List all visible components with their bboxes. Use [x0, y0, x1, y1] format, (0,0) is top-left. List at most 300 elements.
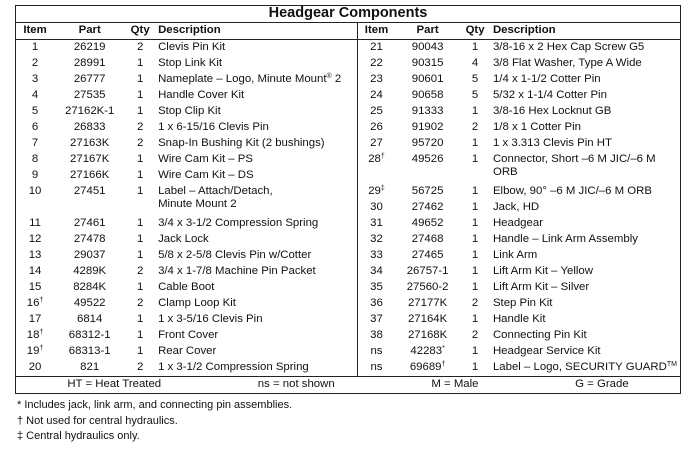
quantity-cell — [460, 280, 490, 296]
item-number-cell — [357, 136, 395, 152]
cell-text: 90315 — [411, 57, 444, 69]
cell-text: 1 — [471, 217, 479, 229]
quantity-cell — [125, 360, 155, 377]
quantity-cell — [460, 344, 490, 360]
cell-text: 5/32 x 1-1/4 Cotter Pin — [492, 89, 607, 101]
cell-text: 27167K — [70, 153, 110, 165]
description-cell — [490, 56, 681, 72]
headgear-components-table — [15, 5, 681, 394]
cell-text: 3/8 Flat Washer, Type A Wide — [492, 57, 642, 69]
cell-text: 23 — [370, 73, 383, 85]
cell-text: 26 — [370, 121, 383, 133]
description-cell — [490, 40, 681, 57]
cell-text: 37 — [370, 313, 383, 325]
part-number-cell — [395, 312, 460, 328]
cell-text: 14 — [28, 265, 42, 277]
part-number-cell — [54, 264, 125, 280]
part-number-cell — [395, 120, 460, 136]
quantity-cell — [125, 216, 155, 232]
cell-text: 34 — [370, 265, 383, 277]
description-cell — [155, 328, 357, 344]
footnote: * Includes jack, link arm, and connecting pin assemblies. — [17, 399, 293, 411]
part-number-cell — [395, 136, 460, 152]
cell-text: 5 — [471, 89, 479, 101]
cell-text: 18 — [26, 329, 40, 341]
cell-text: 2 — [471, 121, 479, 133]
part-number-cell — [54, 328, 125, 344]
cell-text: 33 — [370, 249, 383, 261]
quantity-cell — [125, 232, 155, 248]
cell-text: Step Pin Kit — [492, 297, 553, 309]
cell-text: Wire Cam Kit – DS — [158, 169, 254, 181]
header-qty: Qty — [125, 23, 155, 40]
cell-text: ORB — [492, 166, 518, 178]
item-number-cell — [16, 88, 55, 104]
cell-text: Link Arm — [492, 249, 538, 261]
item-number-cell — [357, 88, 395, 104]
item-number-cell — [357, 200, 395, 216]
cell-text: 13 — [28, 249, 42, 261]
item-number-cell — [16, 184, 55, 216]
cell-text: 8 — [31, 153, 39, 165]
description-cell — [490, 136, 681, 152]
cell-text: 11 — [29, 217, 41, 229]
description-cell — [155, 168, 357, 184]
cell-text: 68313-1 — [68, 345, 111, 357]
quantity-cell — [125, 328, 155, 344]
cell-text: 1 — [137, 313, 144, 325]
cell-text: 5 — [31, 105, 39, 117]
cell-text: ns — [370, 361, 383, 373]
abbreviation-legend — [19, 378, 677, 391]
cell-text: 91902 — [411, 121, 444, 133]
cell-text: 28 — [368, 153, 381, 165]
description-cell — [155, 280, 357, 296]
cell-text: Cable Boot — [158, 281, 215, 293]
part-number-cell — [54, 360, 125, 377]
description-cell — [155, 136, 357, 152]
cell-text: 1 — [137, 329, 144, 341]
cell-text: Minute Mount 2 — [158, 198, 237, 210]
table-row — [16, 40, 681, 57]
cell-text: 24 — [370, 89, 383, 101]
item-number-cell — [16, 216, 55, 232]
cell-text: 4 — [31, 89, 39, 101]
cell-text: Connecting Pin Kit — [492, 329, 587, 341]
description-cell — [155, 88, 357, 104]
cell-text: 90658 — [411, 89, 444, 101]
table-row — [16, 88, 681, 104]
item-number-cell — [357, 216, 395, 232]
cell-text: 35 — [370, 281, 383, 293]
part-number-cell — [395, 152, 460, 184]
cell-text: 5/8 x 2-5/8 Clevis Pin w/Cotter — [158, 249, 312, 261]
item-number-cell — [16, 248, 55, 264]
item-number-cell — [357, 248, 395, 264]
item-number-cell — [16, 168, 55, 184]
part-number-cell — [395, 200, 460, 216]
cell-text: 27451 — [73, 185, 106, 197]
header-item: Item — [357, 23, 395, 40]
cell-text: 17 — [28, 313, 42, 325]
cell-text: 56725 — [411, 185, 444, 197]
footnote-marker: ‡ — [380, 185, 385, 192]
cell-text: 6814 — [77, 313, 103, 325]
description-cell — [490, 328, 681, 344]
part-number-cell — [395, 328, 460, 344]
description-cell — [490, 232, 681, 248]
item-number-cell — [16, 104, 55, 120]
header-part: Part — [395, 23, 460, 40]
cell-text: 2 — [471, 329, 479, 341]
quantity-cell — [125, 152, 155, 168]
item-number-cell — [16, 40, 55, 57]
quantity-cell — [460, 136, 490, 152]
cell-text: 1 — [471, 153, 479, 165]
header-part: Part — [54, 23, 125, 40]
parts-table-body — [16, 40, 681, 377]
quantity-cell — [460, 104, 490, 120]
description-cell — [490, 184, 681, 200]
legend-item: ns = not shown — [257, 378, 335, 390]
cell-text: Label – Logo, SECURITY GUARD — [492, 361, 667, 373]
quantity-cell — [125, 280, 155, 296]
part-number-cell — [395, 216, 460, 232]
cell-text: 27162K-1 — [64, 105, 115, 117]
item-number-cell — [16, 360, 55, 377]
cell-text: 95720 — [411, 137, 444, 149]
quantity-cell — [460, 248, 490, 264]
cell-text: 821 — [80, 361, 100, 373]
footnote-marker: * — [442, 345, 445, 352]
description-cell — [155, 104, 357, 120]
description-cell — [155, 296, 357, 312]
cell-text: 27478 — [73, 233, 106, 245]
cell-text: 27166K — [70, 169, 110, 181]
item-number-cell — [357, 280, 395, 296]
table-row — [16, 104, 681, 120]
cell-text: 10 — [28, 185, 42, 197]
cell-text: 2 — [31, 57, 39, 69]
description-cell — [155, 216, 357, 232]
item-number-cell — [16, 264, 55, 280]
item-number-cell — [16, 136, 55, 152]
part-number-cell — [54, 216, 125, 232]
part-number-cell — [395, 40, 460, 57]
footnote-marker: † — [441, 361, 446, 368]
part-number-cell — [54, 280, 125, 296]
cell-text: Jack, HD — [492, 201, 540, 213]
cell-text: 30 — [370, 201, 383, 213]
cell-text: Stop Link Kit — [158, 57, 223, 69]
cell-text: 26757-1 — [406, 265, 449, 277]
cell-text: 49652 — [411, 217, 444, 229]
footnote-marker: † — [380, 153, 385, 160]
cell-text: 27163K — [70, 137, 110, 149]
cell-text: Handle Cover Kit — [158, 89, 245, 101]
cell-text: 91333 — [411, 105, 444, 117]
part-number-cell — [395, 232, 460, 248]
footnote: † Not used for central hydraulics. — [17, 414, 178, 427]
cell-text: 42283 — [410, 345, 443, 357]
cell-text: 4 — [471, 57, 479, 69]
description-cell — [490, 72, 681, 88]
cell-text: 2 — [137, 41, 144, 53]
cell-text: 22 — [370, 57, 383, 69]
cell-text: 12 — [28, 233, 42, 245]
table-row — [16, 344, 681, 360]
quantity-cell — [125, 248, 155, 264]
cell-text: Stop Clip Kit — [158, 105, 221, 117]
cell-text: 25 — [370, 105, 383, 117]
cell-text: 27535 — [73, 89, 106, 101]
header-item: Item — [16, 23, 55, 40]
description-cell — [490, 264, 681, 280]
item-number-cell — [16, 152, 55, 168]
part-number-cell — [395, 264, 460, 280]
cell-text: Connector, Short –6 M JIC/–6 M — [492, 153, 656, 165]
quantity-cell — [125, 344, 155, 360]
description-cell — [490, 152, 681, 184]
cell-text: 1 — [471, 185, 479, 197]
cell-text: 19 — [26, 345, 40, 357]
part-number-cell — [395, 360, 460, 377]
cell-text: ns — [370, 345, 383, 357]
table-row — [16, 72, 681, 88]
cell-text: 20 — [28, 361, 42, 373]
item-number-cell — [16, 120, 55, 136]
table-row — [16, 248, 681, 264]
quantity-cell — [125, 184, 155, 216]
cell-text: 15 — [28, 281, 42, 293]
cell-text: Handle Kit — [492, 313, 546, 325]
part-number-cell — [395, 104, 460, 120]
table-row — [16, 184, 681, 200]
cell-text: 6 — [31, 121, 39, 133]
cell-text: Snap-In Bushing Kit (2 bushings) — [158, 137, 325, 149]
item-number-cell — [357, 40, 395, 57]
description-cell — [155, 344, 357, 360]
part-number-cell — [395, 88, 460, 104]
part-number-cell — [54, 136, 125, 152]
item-number-cell — [357, 328, 395, 344]
cell-text: 3 — [31, 73, 39, 85]
table-row — [16, 296, 681, 312]
cell-text: 32 — [370, 233, 383, 245]
cell-text: 90601 — [411, 73, 444, 85]
cell-text: 1 x 3-1/2 Compression Spring — [158, 361, 309, 373]
quantity-cell — [460, 40, 490, 57]
part-number-cell — [395, 248, 460, 264]
cell-text: 27462 — [411, 201, 444, 213]
quantity-cell — [460, 232, 490, 248]
cell-text: 26833 — [73, 121, 106, 133]
cell-text: 1 x 6-15/16 Clevis Pin — [158, 121, 269, 133]
cell-text: 1 — [137, 57, 144, 69]
cell-text: 27 — [370, 137, 383, 149]
table-row — [16, 264, 681, 280]
item-number-cell — [16, 344, 55, 360]
cell-text: 38 — [370, 329, 383, 341]
item-number-cell — [16, 296, 55, 312]
description-cell — [155, 232, 357, 248]
description-cell — [490, 248, 681, 264]
cell-text: 3/4 x 1-7/8 Machine Pin Packet — [158, 265, 316, 277]
item-number-cell — [16, 328, 55, 344]
quantity-cell — [460, 72, 490, 88]
cell-text: 49522 — [73, 297, 106, 309]
cell-text: 1 — [471, 201, 479, 213]
quantity-cell — [125, 120, 155, 136]
part-number-cell — [54, 72, 125, 88]
cell-text: 1 — [471, 265, 479, 277]
cell-text: 1 — [137, 89, 144, 101]
part-number-cell — [54, 248, 125, 264]
table-row — [16, 232, 681, 248]
cell-text: 1 — [471, 281, 479, 293]
item-number-cell — [16, 312, 55, 328]
quantity-cell — [125, 40, 155, 57]
quantity-cell — [125, 72, 155, 88]
description-cell — [490, 216, 681, 232]
quantity-cell — [125, 312, 155, 328]
description-cell — [490, 312, 681, 328]
cell-text: 1 — [471, 361, 479, 373]
part-number-cell — [54, 296, 125, 312]
cell-text: 1 — [137, 153, 144, 165]
quantity-cell — [125, 296, 155, 312]
cell-text: 1 — [471, 249, 479, 261]
footnote-marker: † — [39, 297, 44, 304]
item-number-cell — [357, 152, 395, 184]
item-number-cell — [357, 232, 395, 248]
cell-text: 1 — [137, 217, 144, 229]
cell-text: 27465 — [411, 249, 444, 261]
table-row — [16, 120, 681, 136]
cell-text: 31 — [370, 217, 383, 229]
cell-text: 1/8 x 1 Cotter Pin — [492, 121, 581, 133]
cell-text: Rear Cover — [158, 345, 217, 357]
header-description: Description — [155, 23, 357, 40]
cell-text: 69689 — [409, 361, 442, 373]
description-cell — [490, 104, 681, 120]
cell-text: 27168K — [407, 329, 448, 341]
footnote-marker: † — [39, 345, 44, 352]
cell-text: 2 — [331, 73, 342, 85]
legend-item: G = Grade — [575, 378, 629, 390]
part-number-cell — [395, 56, 460, 72]
footnote-marker: TM — [666, 361, 677, 368]
cell-text: 27164K — [407, 313, 448, 325]
table-row — [16, 56, 681, 72]
cell-text: 27468 — [411, 233, 444, 245]
part-number-cell — [54, 104, 125, 120]
part-number-cell — [395, 344, 460, 360]
table-row — [16, 136, 681, 152]
quantity-cell — [460, 296, 490, 312]
cell-text: 21 — [370, 41, 383, 53]
table-title: Headgear Components — [16, 6, 681, 23]
cell-text: 2 — [137, 121, 144, 133]
cell-text: Wire Cam Kit – PS — [158, 153, 254, 165]
header-qty: Qty — [460, 23, 490, 40]
part-number-cell — [54, 168, 125, 184]
quantity-cell — [125, 88, 155, 104]
cell-text: 3/4 x 3-1/2 Compression Spring — [158, 217, 319, 229]
item-number-cell — [357, 312, 395, 328]
quantity-cell — [125, 104, 155, 120]
cell-text: 29 — [368, 185, 381, 197]
cell-text: 36 — [370, 297, 383, 309]
cell-text: 27461 — [73, 217, 106, 229]
cell-text: 27177K — [407, 297, 448, 309]
cell-text: 1 — [137, 345, 144, 357]
cell-text: 1 — [31, 41, 39, 53]
table-row — [16, 328, 681, 344]
quantity-cell — [125, 264, 155, 280]
item-number-cell — [357, 104, 395, 120]
table-row — [16, 216, 681, 232]
cell-text: Label – Attach/Detach, — [158, 185, 273, 197]
cell-text: 1 — [137, 233, 144, 245]
cell-text: 2 — [137, 361, 144, 373]
cell-text: 8284K — [73, 281, 107, 293]
cell-text: 1 — [137, 281, 144, 293]
cell-text: 4289K — [73, 265, 107, 277]
cell-text: 26777 — [73, 73, 106, 85]
item-number-cell — [16, 72, 55, 88]
description-cell — [490, 344, 681, 360]
legend-item: M = Male — [431, 378, 479, 390]
cell-text: Clevis Pin Kit — [158, 41, 226, 53]
part-number-cell — [54, 344, 125, 360]
cell-text: 90043 — [411, 41, 444, 53]
cell-text: 49526 — [411, 153, 444, 165]
quantity-cell — [125, 56, 155, 72]
cell-text: Lift Arm Kit – Yellow — [492, 265, 593, 277]
cell-text: 68312-1 — [68, 329, 111, 341]
description-cell — [490, 280, 681, 296]
table-row — [16, 360, 681, 377]
description-cell — [155, 152, 357, 168]
part-number-cell — [54, 56, 125, 72]
cell-text: 1/4 x 1-1/2 Cotter Pin — [492, 73, 601, 85]
description-cell — [155, 248, 357, 264]
cell-text: Front Cover — [158, 329, 219, 341]
cell-text: Nameplate – Logo, Minute Mount — [158, 73, 327, 85]
item-number-cell — [357, 184, 395, 200]
description-cell — [155, 56, 357, 72]
cell-text: 1 — [471, 137, 479, 149]
cell-text: 9 — [31, 169, 39, 181]
cell-text: 1 — [471, 313, 479, 325]
cell-text: 29037 — [73, 249, 106, 261]
part-number-cell — [54, 152, 125, 168]
quantity-cell — [460, 216, 490, 232]
legend-item: HT = Heat Treated — [67, 378, 162, 390]
cell-text: 1 x 3-5/16 Clevis Pin — [158, 313, 263, 325]
description-cell — [155, 360, 357, 377]
cell-text: 7 — [31, 137, 39, 149]
description-cell — [155, 184, 357, 216]
cell-text: Handle – Link Arm Assembly — [492, 233, 638, 245]
quantity-cell — [460, 264, 490, 280]
cell-text: Headgear — [492, 217, 543, 229]
part-number-cell — [54, 184, 125, 216]
cell-text: Elbow, 90° –6 M JIC/–6 M ORB — [492, 185, 652, 197]
item-number-cell — [357, 360, 395, 377]
cell-text: Headgear Service Kit — [492, 345, 601, 357]
